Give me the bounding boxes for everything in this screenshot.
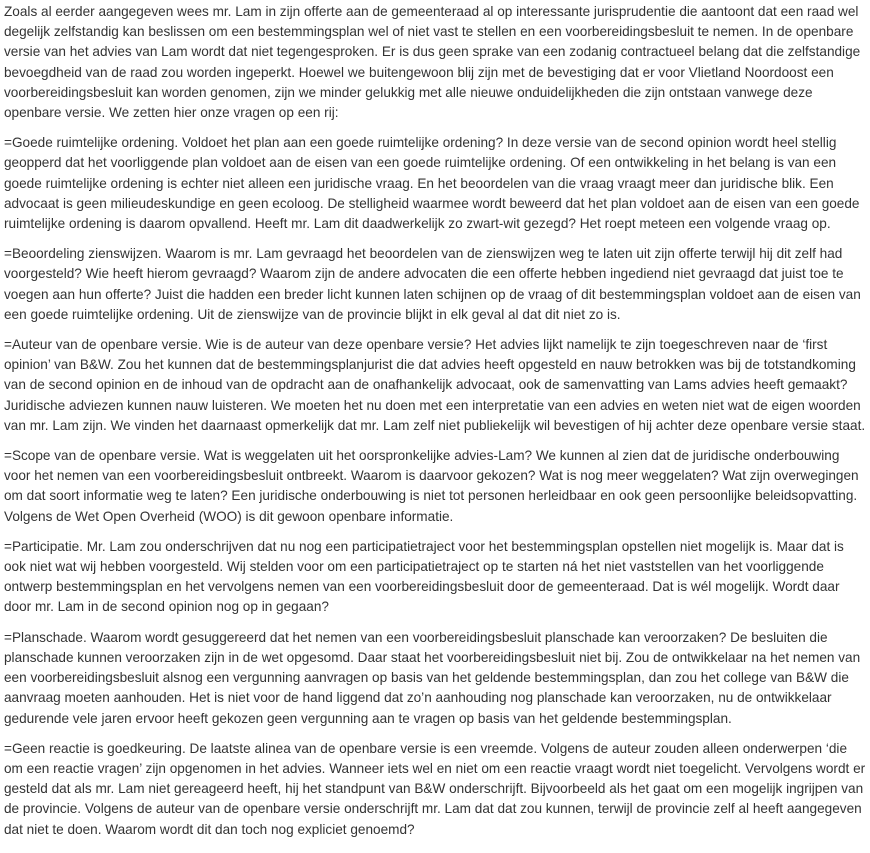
paragraph-participatie: =Participatie. Mr. Lam zou onderschrijven dat nu nog een participatietraject voor het bestemmingsplan opstellen niet mogelijk is. Maar dat is ook niet wat wij hebben voorgesteld. Wij stelden voor om een participatietraject op te starten ná het niet vaststellen van het voorliggende ontwerp bestemmingsplan en het vervolgens nemen van een voorbereidingsbesluit door de gemeenteraad. Dat is wél mogelijk. Wordt daar door mr. Lam in de second opinion nog op in gegaan?	[4, 538, 844, 615]
paragraph-goede-ruimtelijke-ordening: =Goede ruimtelijke ordening. Voldoet het plan aan een goede ruimtelijke ordening? In deze versie van de second opinion wordt heel stellig geopperd dat het voorliggende plan voldoet aan de eisen van een goede ruimtelijke ordening. Of een ontwikkeling in het belang is van een goede ruimtelijke ordening is echter niet alleen een juridische vraag. En het beoordelen van die vraag vraagt meer dan juridische blik. Een advocaat is geen milieudeskundige en geen ecoloog. De stelligheid waarmee wordt beweerd dat het plan voldoet aan de eisen van een goede ruimtelijke ordening is daarom opvallend. Heeft mr. Lam dit daadwerkelijk zo zwart-wit gezegd? Het roept meteen een volgende vraag op.	[4, 135, 860, 232]
paragraph-beoordeling-zienswijzen: =Beoordeling zienswijzen. Waarom is mr. Lam gevraagd het beoordelen van de zienswijzen weg te laten uit zijn offerte terwijl hij dit zelf had voorgesteld? Wie heeft hierom gevraagd? Waarom zijn de andere advocaten die een offerte hebben ingediend niet gevraagd dat juist toe te voegen aan hun offerte? Juist die hadden een breder licht kunnen laten schijnen op de vraag of dit bestemmingsplan voldoet aan de eisen van een goede ruimtelijke ordening. Uit de zienswijze van de provincie blijkt in elk geval al dat dit niet zo is.	[4, 246, 861, 322]
intro-paragraph: Zoals al eerder aangegeven wees mr. Lam in zijn offerte aan de gemeenteraad al op interessante jurisprudentie die aantoont dat een raad wel degelijk zelfstandig kan beslissen om een bestemmingsplan wel of niet vast te stellen en een voorbereidingsbesluit te nemen. In de openbare versie van het advies van Lam wordt dat niet tegengesproken. Er is dus geen sprake van een zodanig contractueel belang dat die zelfstandige bevoegdheid van de raad zou worden ingeperkt. Hoewel we buitengewoon blij zijn met de bevestiging dat er voor Vlietland Noordoost een voorbereidingsbesluit kan worden genomen, zijn we minder gelukkig met alle nieuwe onduidelijkheden die zijn ontstaan vanwege deze openbare versie. We zetten hier onze vragen op een rij:	[4, 4, 861, 121]
paragraph-scope-openbare-versie: =Scope van de openbare versie. Wat is weggelaten uit het oorspronkelijke advies-Lam? We kunnen al zien dat de juridische onderbouwing voor het nemen van een voorbereidingsbesluit ontbreekt. Waarom is daarvoor gekozen? Wat is nog meer weggelaten? Wat zijn overwegingen om dat soort informatie weg te laten? Een juridische onderbouwing is niet tot personen herleidbaar en ook geen persoonlijke beleidsopvatting. Volgens de Wet Open Overheid (WOO) is dit gewoon openbare informatie.	[4, 448, 859, 524]
paragraph-auteur-openbare-versie: =Auteur van de openbare versie. Wie is de auteur van deze openbare versie? Het advies lijkt namelijk te zijn toegeschreven naar de ‘first opinion’ van B&W. Zou het kunnen dat de bestemmingsplanjurist die dat advies heeft opgesteld en nauw betrokken was bij de totstandkoming van de second opinion en de inhoud van de opdracht aan de onafhankelijk advocaat, ook de samenvatting van Lams advies heeft gemaakt? Juridische adviezen kunnen nauw luisteren. We moeten het nu doen met een interpretatie van een advies en weten niet wat de eigen woorden van mr. Lam zijn. We vinden het daarnaast opmerkelijk dat mr. Lam zelf niet publiekelijk wil bevestigen of hij achter deze openbare versie staat.	[4, 337, 866, 433]
paragraph-geen-reactie: =Geen reactie is goedkeuring. De laatste alinea van de openbare versie is een vreemde. Volgens de auteur zouden alleen onderwerpen ‘die om een reactie vragen’ zijn opgenomen in het advies. Wanneer iets wel en niet om een reactie vraagt wordt niet toegelicht. Vervolgens wordt er gesteld dat als mr. Lam niet gereageerd heeft, hij het standpunt van B&W onderschrijft. Bijvoorbeeld als het gaat om een mogelijk ingrijpen van de provincie. Volgens de auteur van de openbare versie onderschrijft mr. Lam dat dat zou kunnen, terwijl de provincie zelf al heeft aangegeven dat niet te doen. Waarom wordt dit dan toch nog expliciet genoemd?	[4, 740, 866, 837]
paragraph-planschade: =Planschade. Waarom wordt gesuggereerd dat het nemen van een voorbereidingsbesluit planschade kan veroorzaken? De besluiten die planschade kunnen veroorzaken zijn in de wet opgesomd. Daar staat het voorbereidingsbesluit niet bij. Zou de ontwikkelaar na het nemen van een voorbereidingsbesluit alsnog een vergunning aanvragen op basis van het geldende bestemmingsplan, dan zou het college van B&W die aanvraag moeten aanhouden. Het is niet voor de hand liggend dat zo’n aanhouding nog planschade kan veroorzaken, nu de ontwikkelaar gedurende vele jaren ervoor heeft gekozen geen vergunning aan te vragen op basis van het geldende bestemmingsplan.	[4, 629, 861, 726]
